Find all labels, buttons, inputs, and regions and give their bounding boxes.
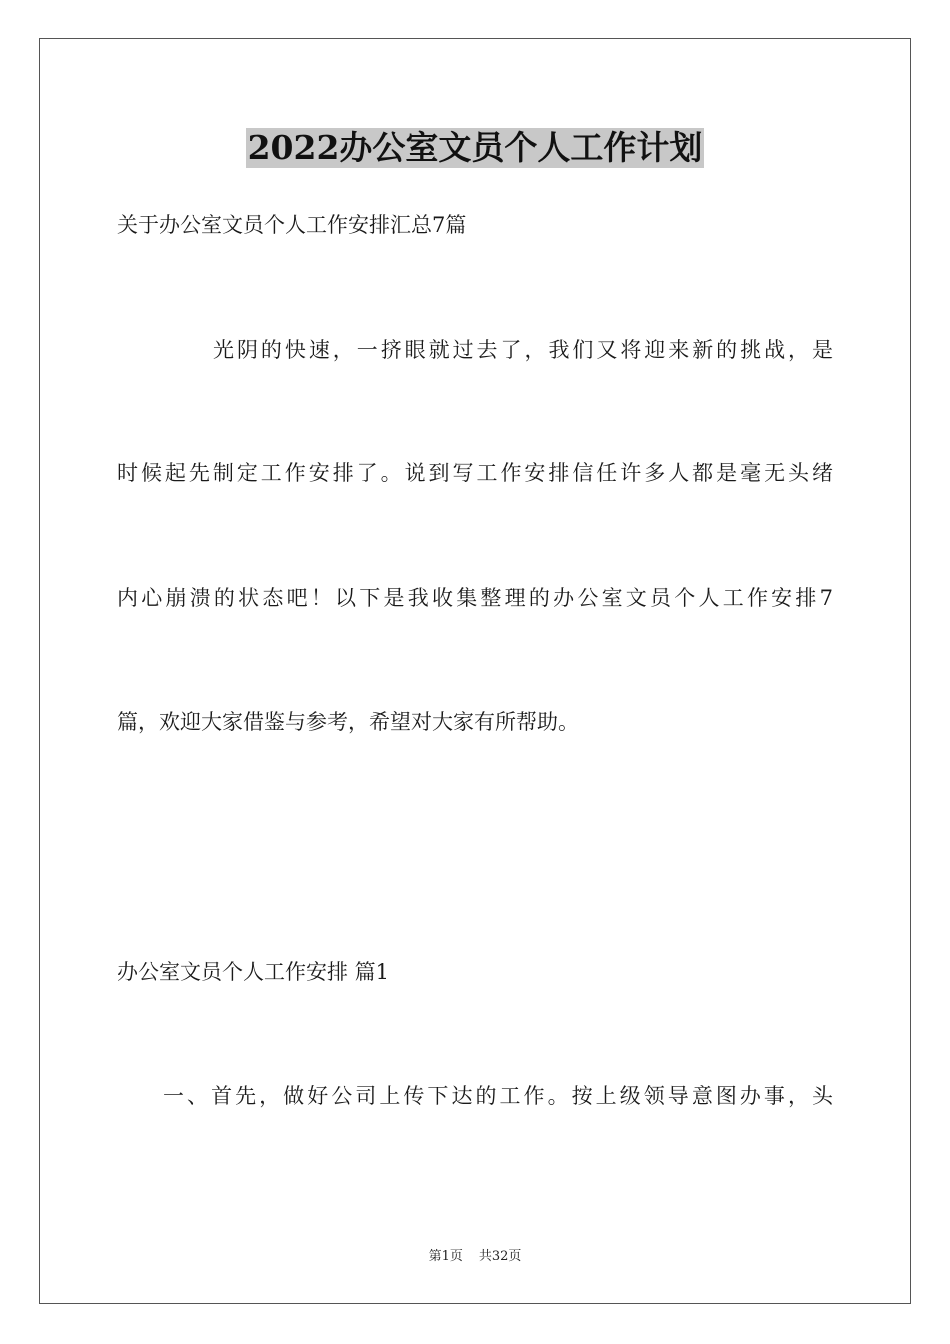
page-footer xyxy=(0,1248,950,1266)
intro-line-2: 时候起先制定工作安排了。说到写工作安排信任许多人都是毫无头绪 xyxy=(117,461,833,485)
document-subtitle: 关于办公室文员个人工作安排汇总7篇 xyxy=(117,213,467,237)
intro-line-1: 光阴的快速，一挤眼就过去了，我们又将迎来新的挑战，是 xyxy=(213,338,833,362)
title-container xyxy=(0,128,950,168)
document-title: 2022办公室文员个人工作计划 xyxy=(247,128,703,167)
section-heading: 办公室文员个人工作安排 篇1 xyxy=(117,960,390,984)
intro-line-3: 内心崩溃的状态吧！以下是我收集整理的办公室文员个人工作安排7 xyxy=(117,586,833,610)
intro-line-4: 篇，欢迎大家借鉴与参考，希望对大家有所帮助。 xyxy=(117,710,579,734)
section-first-line: 一、首先，做好公司上传下达的工作。按上级领导意图办事，头 xyxy=(163,1084,833,1108)
page-number: 第1页 xyxy=(428,1249,463,1264)
page-total: 共32页 xyxy=(478,1249,522,1264)
